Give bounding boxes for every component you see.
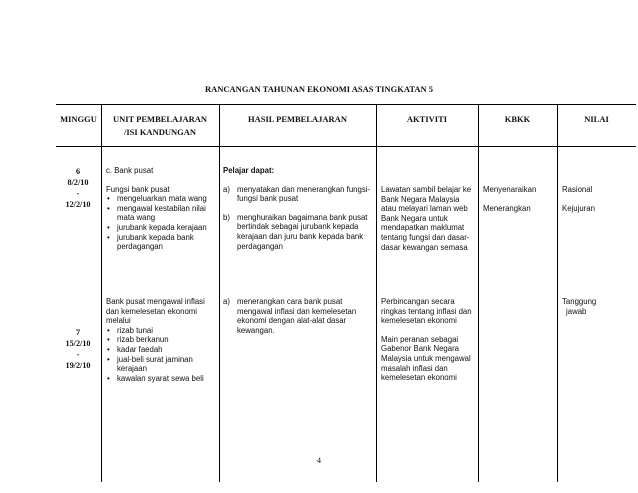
item-text: menyatakan dan menerangkan fungsi-fungsi bank pusat (237, 184, 371, 204)
row1-minggu (58, 166, 98, 210)
nilai-item: Rasional (562, 185, 593, 194)
row2-unit-cell (106, 297, 216, 383)
column-divider (557, 104, 558, 482)
header-bottom-border (56, 146, 636, 147)
row1-hasil-cell (223, 166, 373, 251)
list-item: • jurubank kepada bank perdagangan (106, 233, 216, 252)
header-nilai: NILAI (584, 114, 609, 124)
list-item: • kawalan syarat sewa beli (106, 374, 216, 384)
aktiviti-text: Lawatan sambil belajar ke Bank Negara Malaysia atau melayari laman web Bank Negara untuk mendapatkan maklumat tentang fungsi dan dasar-dasar kewangan semasa (381, 185, 472, 252)
aktiviti-text: Perbincangan secara ringkas tentang inflasi dan kemelesetan ekonomi (381, 297, 472, 326)
page-number: 4 (317, 456, 321, 465)
header-hasil-pembelajaran: HASIL PEMBELAJARAN (248, 114, 347, 124)
list-item: • rizab tunai (106, 326, 216, 336)
kbkk-item: Menerangkan (483, 203, 531, 213)
date-separator: - (76, 350, 80, 359)
header-aktiviti: AKTIVITI (406, 114, 448, 124)
row2-hasil-cell (223, 297, 373, 335)
hasil-heading: Pelajar dapat: (223, 166, 275, 175)
list-item (223, 213, 373, 251)
week-end-date: 12/2/10 (65, 200, 91, 209)
unit-bullet-list (106, 326, 216, 384)
nilai-item: Tanggung (562, 297, 597, 306)
row1-unit-cell (106, 166, 216, 252)
item-text: menerangkan cara bank pusat mengawal inflasi dan kemelesetan ekonomi dengan alat-alat dasar kewangan. (237, 297, 357, 335)
list-item: • rizab berkanun (106, 335, 216, 345)
row2-minggu (58, 327, 98, 371)
kbkk-item: Menyenaraikan (483, 185, 537, 194)
item-marker: a) (223, 297, 230, 306)
week-number: 6 (75, 167, 81, 176)
header-unit-pembelajaran (101, 113, 219, 139)
header-unit-line2: /ISI KANDUNGAN (123, 127, 197, 137)
header-unit-line1: UNIT PEMBELAJARAN (112, 114, 208, 124)
item-text: menghuraikan bagaimana bank pusat bertindak sebagai jurubank kepada kerajaan dan juru bank kepada bank perdagangan (237, 212, 368, 251)
column-divider (478, 104, 479, 482)
row1-nilai-cell (562, 185, 636, 213)
item-marker: a) (223, 184, 230, 194)
week-number: 7 (75, 328, 81, 337)
column-divider (376, 104, 377, 482)
row1-kbkk-cell (483, 185, 557, 213)
nilai-item: jawab (566, 306, 587, 316)
document-title: RANCANGAN TAHUNAN EKONOMI ASAS TINGKATAN 5 (204, 84, 434, 94)
list-item: • jual-beli surat jaminan kerajaan (106, 355, 216, 374)
header-kbkk: KBKK (504, 114, 531, 124)
list-item (223, 185, 373, 204)
list-item: • jurubank kepada kerajaan (106, 223, 216, 233)
unit-heading: c. Bank pusat (106, 166, 154, 175)
week-start-date: 8/2/10 (67, 178, 89, 187)
aktiviti-text: Main peranan sebagai Gabenor Bank Negara Malaysia untuk mengawal masalah inflasi dan kemelesetan ekonomi (381, 334, 471, 383)
row1-aktiviti-cell (381, 185, 476, 252)
date-separator: - (76, 189, 80, 198)
week-end-date: 19/2/10 (65, 361, 91, 370)
unit-subheading: Fungsi bank pusat (106, 184, 170, 194)
column-divider (219, 104, 220, 482)
unit-intro: Bank pusat mengawal inflasi dan kemelesetan ekonomi melalui (106, 297, 205, 326)
list-item: • mengawal kestabilan nilai mata wang (106, 204, 216, 223)
list-item: • mengeluarkan mata wang (106, 194, 216, 204)
row2-nilai-cell (562, 297, 636, 316)
column-divider (101, 104, 102, 482)
item-marker: b) (223, 212, 230, 222)
nilai-item: Kejujuran (562, 203, 595, 213)
week-start-date: 15/2/10 (65, 339, 91, 348)
table-top-border (56, 104, 636, 105)
list-item (223, 297, 373, 335)
row2-aktiviti-cell (381, 297, 476, 383)
list-item: • kadar faedah (106, 345, 216, 355)
header-minggu: MINGGU (60, 114, 97, 124)
unit-bullet-list (106, 194, 216, 252)
